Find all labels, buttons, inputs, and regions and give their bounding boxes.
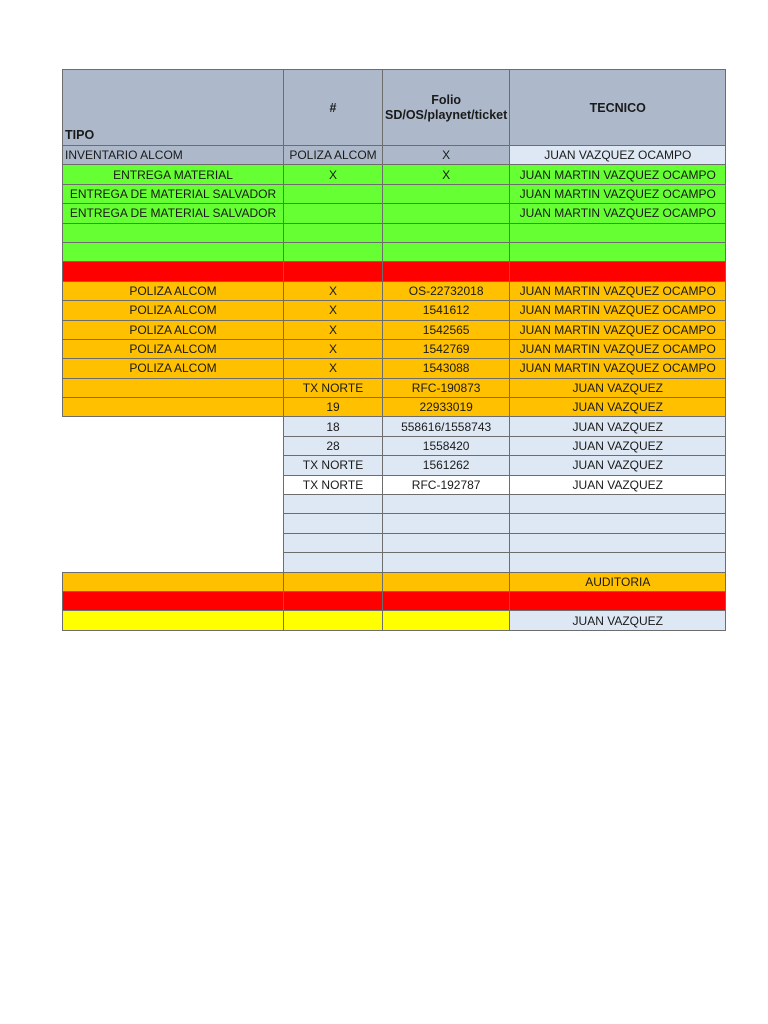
tipo-cell[interactable]: POLIZA ALCOM: [63, 281, 284, 300]
tipo-cell[interactable]: POLIZA ALCOM: [63, 320, 284, 339]
tecnico-cell[interactable]: JUAN VAZQUEZ: [510, 378, 726, 397]
tipo-cell[interactable]: [63, 553, 284, 572]
tipo-cell[interactable]: [63, 223, 284, 242]
table-row: [63, 514, 726, 533]
folio-cell[interactable]: 22933019: [383, 398, 510, 417]
folio-cell[interactable]: [383, 184, 510, 203]
tecnico-cell[interactable]: JUAN MARTIN VAZQUEZ OCAMPO: [510, 339, 726, 358]
number-cell[interactable]: [284, 591, 383, 610]
table-row: [63, 339, 726, 358]
tipo-cell[interactable]: [63, 398, 284, 417]
spreadsheet-table: [62, 69, 726, 631]
tipo-cell[interactable]: POLIZA ALCOM: [63, 301, 284, 320]
folio-cell[interactable]: [383, 242, 510, 261]
tipo-cell[interactable]: POLIZA ALCOM: [63, 359, 284, 378]
folio-cell[interactable]: 1558420: [383, 436, 510, 455]
table-row: [63, 475, 726, 494]
number-cell[interactable]: X: [284, 301, 383, 320]
table-row: [63, 572, 726, 591]
folio-cell[interactable]: X: [383, 165, 510, 184]
folio-cell[interactable]: [383, 533, 510, 552]
header-tipo[interactable]: TIPO: [63, 70, 284, 146]
tecnico-cell[interactable]: [510, 223, 726, 242]
number-cell[interactable]: [284, 242, 383, 261]
number-cell[interactable]: [284, 533, 383, 552]
tecnico-cell[interactable]: JUAN VAZQUEZ: [510, 456, 726, 475]
folio-cell[interactable]: 1543088: [383, 359, 510, 378]
tecnico-cell[interactable]: JUAN MARTIN VAZQUEZ OCAMPO: [510, 165, 726, 184]
tecnico-cell[interactable]: JUAN VAZQUEZ: [510, 611, 726, 630]
number-cell[interactable]: X: [284, 165, 383, 184]
number-cell[interactable]: [284, 204, 383, 223]
number-cell[interactable]: TX NORTE: [284, 378, 383, 397]
table-row: [63, 495, 726, 514]
tipo-cell[interactable]: ENTREGA MATERIAL: [63, 165, 284, 184]
tipo-cell[interactable]: [63, 495, 284, 514]
tipo-cell[interactable]: [63, 533, 284, 552]
table-row: [63, 204, 726, 223]
number-cell[interactable]: [284, 495, 383, 514]
table-body: [63, 146, 726, 631]
table-row: [63, 456, 726, 475]
tecnico-cell[interactable]: JUAN VAZQUEZ OCAMPO: [510, 146, 726, 165]
table-row: [63, 184, 726, 203]
folio-cell[interactable]: [383, 611, 510, 630]
number-cell[interactable]: POLIZA ALCOM: [284, 146, 383, 165]
table-row: [63, 301, 726, 320]
tecnico-cell[interactable]: JUAN VAZQUEZ: [510, 417, 726, 436]
tecnico-cell[interactable]: JUAN VAZQUEZ: [510, 436, 726, 455]
table-row: [63, 611, 726, 630]
table-row: [63, 165, 726, 184]
table-row: [63, 281, 726, 300]
tecnico-cell[interactable]: [510, 242, 726, 261]
number-cell[interactable]: X: [284, 320, 383, 339]
number-cell[interactable]: [284, 223, 383, 242]
tipo-cell[interactable]: [63, 591, 284, 610]
table-row: [63, 242, 726, 261]
number-cell[interactable]: [284, 553, 383, 572]
folio-cell[interactable]: 1542769: [383, 339, 510, 358]
number-cell[interactable]: TX NORTE: [284, 456, 383, 475]
table-row: [63, 553, 726, 572]
tecnico-cell[interactable]: [510, 591, 726, 610]
folio-cell[interactable]: 1561262: [383, 456, 510, 475]
table-row: [63, 533, 726, 552]
folio-cell[interactable]: 558616/1558743: [383, 417, 510, 436]
tipo-cell[interactable]: [63, 456, 284, 475]
tipo-cell[interactable]: [63, 572, 284, 591]
tecnico-cell[interactable]: [510, 262, 726, 281]
number-cell[interactable]: 19: [284, 398, 383, 417]
tipo-cell[interactable]: POLIZA ALCOM: [63, 339, 284, 358]
tecnico-cell[interactable]: [510, 553, 726, 572]
folio-cell[interactable]: [383, 553, 510, 572]
number-cell[interactable]: 28: [284, 436, 383, 455]
number-cell[interactable]: X: [284, 281, 383, 300]
table-row: [63, 591, 726, 610]
folio-cell[interactable]: [383, 514, 510, 533]
folio-cell[interactable]: [383, 572, 510, 591]
tecnico-cell[interactable]: JUAN MARTIN VAZQUEZ OCAMPO: [510, 301, 726, 320]
folio-cell[interactable]: 1542565: [383, 320, 510, 339]
header-folio[interactable]: Folio SD/OS/playnet/ticket: [383, 70, 510, 146]
folio-cell[interactable]: [383, 495, 510, 514]
header-number[interactable]: #: [284, 70, 383, 146]
folio-cell[interactable]: [383, 204, 510, 223]
folio-cell[interactable]: [383, 591, 510, 610]
tipo-cell[interactable]: [63, 378, 284, 397]
folio-cell[interactable]: RFC-190873: [383, 378, 510, 397]
tipo-cell[interactable]: [63, 262, 284, 281]
tipo-cell[interactable]: [63, 514, 284, 533]
tipo-cell[interactable]: [63, 436, 284, 455]
number-cell[interactable]: [284, 184, 383, 203]
tipo-cell[interactable]: ENTREGA DE MATERIAL SALVADOR: [63, 184, 284, 203]
number-cell[interactable]: X: [284, 339, 383, 358]
folio-cell[interactable]: [383, 223, 510, 242]
number-cell[interactable]: [284, 572, 383, 591]
number-cell[interactable]: [284, 262, 383, 281]
tecnico-cell[interactable]: AUDITORIA: [510, 572, 726, 591]
tecnico-cell[interactable]: JUAN MARTIN VAZQUEZ OCAMPO: [510, 281, 726, 300]
tipo-cell[interactable]: [63, 417, 284, 436]
header-tecnico[interactable]: TECNICO: [510, 70, 726, 146]
tipo-cell[interactable]: [63, 611, 284, 630]
tecnico-cell[interactable]: [510, 533, 726, 552]
folio-cell[interactable]: RFC-192787: [383, 475, 510, 494]
tecnico-cell[interactable]: [510, 514, 726, 533]
number-cell[interactable]: TX NORTE: [284, 475, 383, 494]
tipo-cell[interactable]: INVENTARIO ALCOM: [63, 146, 284, 165]
number-cell[interactable]: X: [284, 359, 383, 378]
tecnico-cell[interactable]: JUAN MARTIN VAZQUEZ OCAMPO: [510, 184, 726, 203]
table-row: [63, 417, 726, 436]
tecnico-cell[interactable]: JUAN MARTIN VAZQUEZ OCAMPO: [510, 320, 726, 339]
tecnico-cell[interactable]: JUAN VAZQUEZ: [510, 475, 726, 494]
table-row: [63, 398, 726, 417]
header-row: [63, 70, 726, 146]
folio-cell[interactable]: 1541612: [383, 301, 510, 320]
table-row: [63, 320, 726, 339]
tecnico-cell[interactable]: JUAN VAZQUEZ: [510, 398, 726, 417]
tipo-cell[interactable]: [63, 242, 284, 261]
table-row: [63, 378, 726, 397]
number-cell[interactable]: [284, 514, 383, 533]
table-row: [63, 262, 726, 281]
tipo-cell[interactable]: [63, 475, 284, 494]
tecnico-cell[interactable]: JUAN MARTIN VAZQUEZ OCAMPO: [510, 204, 726, 223]
folio-cell[interactable]: X: [383, 146, 510, 165]
tipo-cell[interactable]: ENTREGA DE MATERIAL SALVADOR: [63, 204, 284, 223]
table-row: [63, 223, 726, 242]
tecnico-cell[interactable]: [510, 495, 726, 514]
table-row: [63, 359, 726, 378]
number-cell[interactable]: 18: [284, 417, 383, 436]
number-cell[interactable]: [284, 611, 383, 630]
tecnico-cell[interactable]: JUAN MARTIN VAZQUEZ OCAMPO: [510, 359, 726, 378]
table-row: [63, 146, 726, 165]
folio-cell[interactable]: OS-22732018: [383, 281, 510, 300]
table-row: [63, 436, 726, 455]
folio-cell[interactable]: [383, 262, 510, 281]
